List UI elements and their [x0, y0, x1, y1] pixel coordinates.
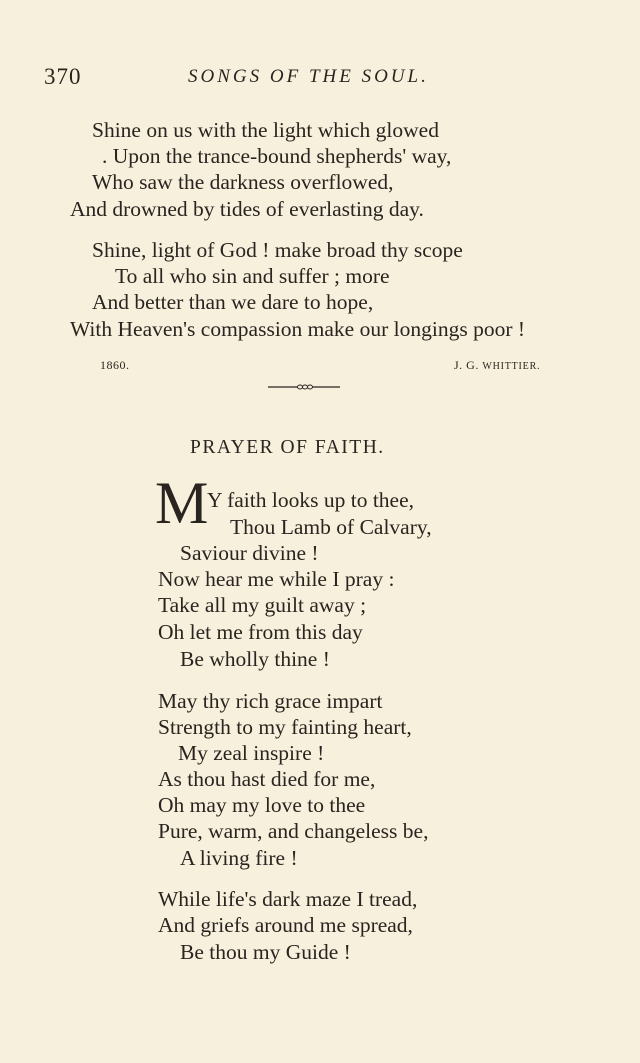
- poem-line: My zeal inspire !: [178, 741, 325, 765]
- poem-year: 1860.: [100, 358, 130, 372]
- poem-line: While life's dark maze I tread,: [158, 887, 418, 911]
- poem-title: PRAYER OF FAITH.: [190, 437, 385, 458]
- poem-line: Strength to my fainting heart,: [158, 715, 412, 739]
- running-title: SONGS OF THE SOUL.: [188, 66, 429, 87]
- poem-line: May thy rich grace impart: [158, 689, 383, 713]
- poem-line: Take all my guilt away ;: [158, 593, 367, 617]
- page-number: 370: [44, 64, 82, 89]
- poem-line: Oh let me from this day: [158, 620, 363, 644]
- poem-line: With Heaven's compassion make our longings poor !: [70, 317, 526, 341]
- poem-line: And better than we dare to hope,: [92, 290, 374, 314]
- poem-line: To all who sin and suffer ; more: [115, 264, 390, 288]
- poem-line: Who saw the darkness overflowed,: [92, 170, 394, 194]
- poem-line: A living fire !: [180, 846, 298, 870]
- poem-line: Thou Lamb of Calvary,: [230, 515, 432, 539]
- poem-line: Oh may my love to thee: [158, 793, 366, 817]
- poem-line: Shine, light of God ! make broad thy scope: [92, 238, 463, 262]
- poem-line: Be thou my Guide !: [180, 940, 351, 964]
- poem-line: Pure, warm, and changeless be,: [158, 819, 429, 843]
- poem-line: Be wholly thine !: [180, 647, 330, 671]
- poem-author: [454, 358, 540, 373]
- poem-line: . Upon the trance-bound shepherds' way,: [102, 144, 452, 168]
- author-surname: WHITTIER.: [482, 361, 541, 372]
- ornamental-rule: [268, 381, 340, 393]
- poem-line: Now hear me while I pray :: [158, 567, 395, 591]
- poem-line: As thou hast died for me,: [158, 767, 376, 791]
- author-initials: J. G.: [454, 358, 479, 372]
- poem-line: Saviour divine !: [180, 541, 319, 565]
- poem-line: And drowned by tides of everlasting day.: [70, 197, 424, 221]
- drop-cap: M: [155, 470, 209, 536]
- poem-line: Shine on us with the light which glowed: [92, 118, 439, 142]
- poem-line: Y faith looks up to thee,: [207, 488, 415, 512]
- poem-line: And griefs around me spread,: [158, 913, 413, 937]
